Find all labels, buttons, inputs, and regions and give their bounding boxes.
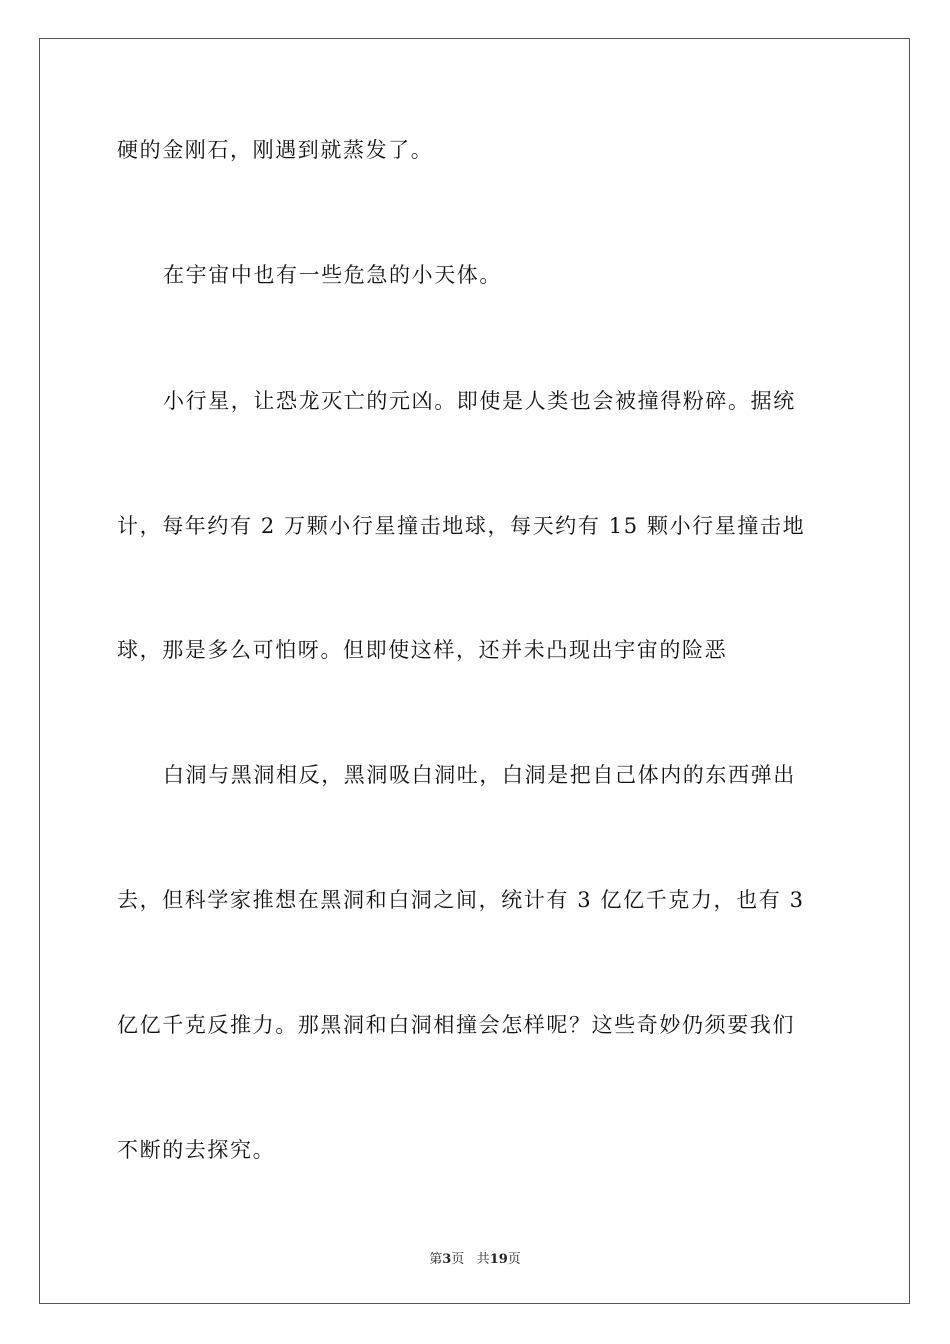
paragraph-line-6: 白洞与黑洞相反，黑洞吸白洞吐，白洞是把自己体内的东西弹出 xyxy=(163,763,796,787)
page-border xyxy=(39,38,910,1304)
footer-total-suffix: 页 xyxy=(507,1252,521,1267)
paragraph-line-5: 球，那是多么可怕呀。但即使这样，还并未凸现出宇宙的险恶 xyxy=(117,638,728,662)
paragraph-line-2: 在宇宙中也有一些危急的小天体。 xyxy=(163,263,502,287)
footer-total-prefix: 共 xyxy=(476,1252,490,1267)
paragraph-line-7: 去，但科学家推想在黑洞和白洞之间，统计有 3 亿亿千克力，也有 3 xyxy=(117,888,805,912)
paragraph-line-9: 不断的去探究。 xyxy=(117,1138,276,1162)
paragraph-line-3: 小行星，让恐龙灭亡的元凶。即使是人类也会被撞得粉碎。据统 xyxy=(163,389,796,413)
paragraph-line-1: 硬的金刚石，刚遇到就蒸发了。 xyxy=(117,138,434,162)
page-footer xyxy=(0,1248,950,1267)
paragraph-line-4: 计，每年约有 2 万颗小行星撞击地球，每天约有 15 颗小行星撞击地 xyxy=(117,514,806,538)
footer-page-number: 3 xyxy=(442,1252,452,1267)
footer-total-pages: 19 xyxy=(489,1252,508,1267)
paragraph-line-8: 亿亿千克反推力。那黑洞和白洞相撞会怎样呢？这些奇妙仍须要我们 xyxy=(117,1013,795,1037)
footer-page-prefix: 第 xyxy=(429,1252,443,1267)
footer-page-suffix: 页 xyxy=(451,1252,465,1267)
